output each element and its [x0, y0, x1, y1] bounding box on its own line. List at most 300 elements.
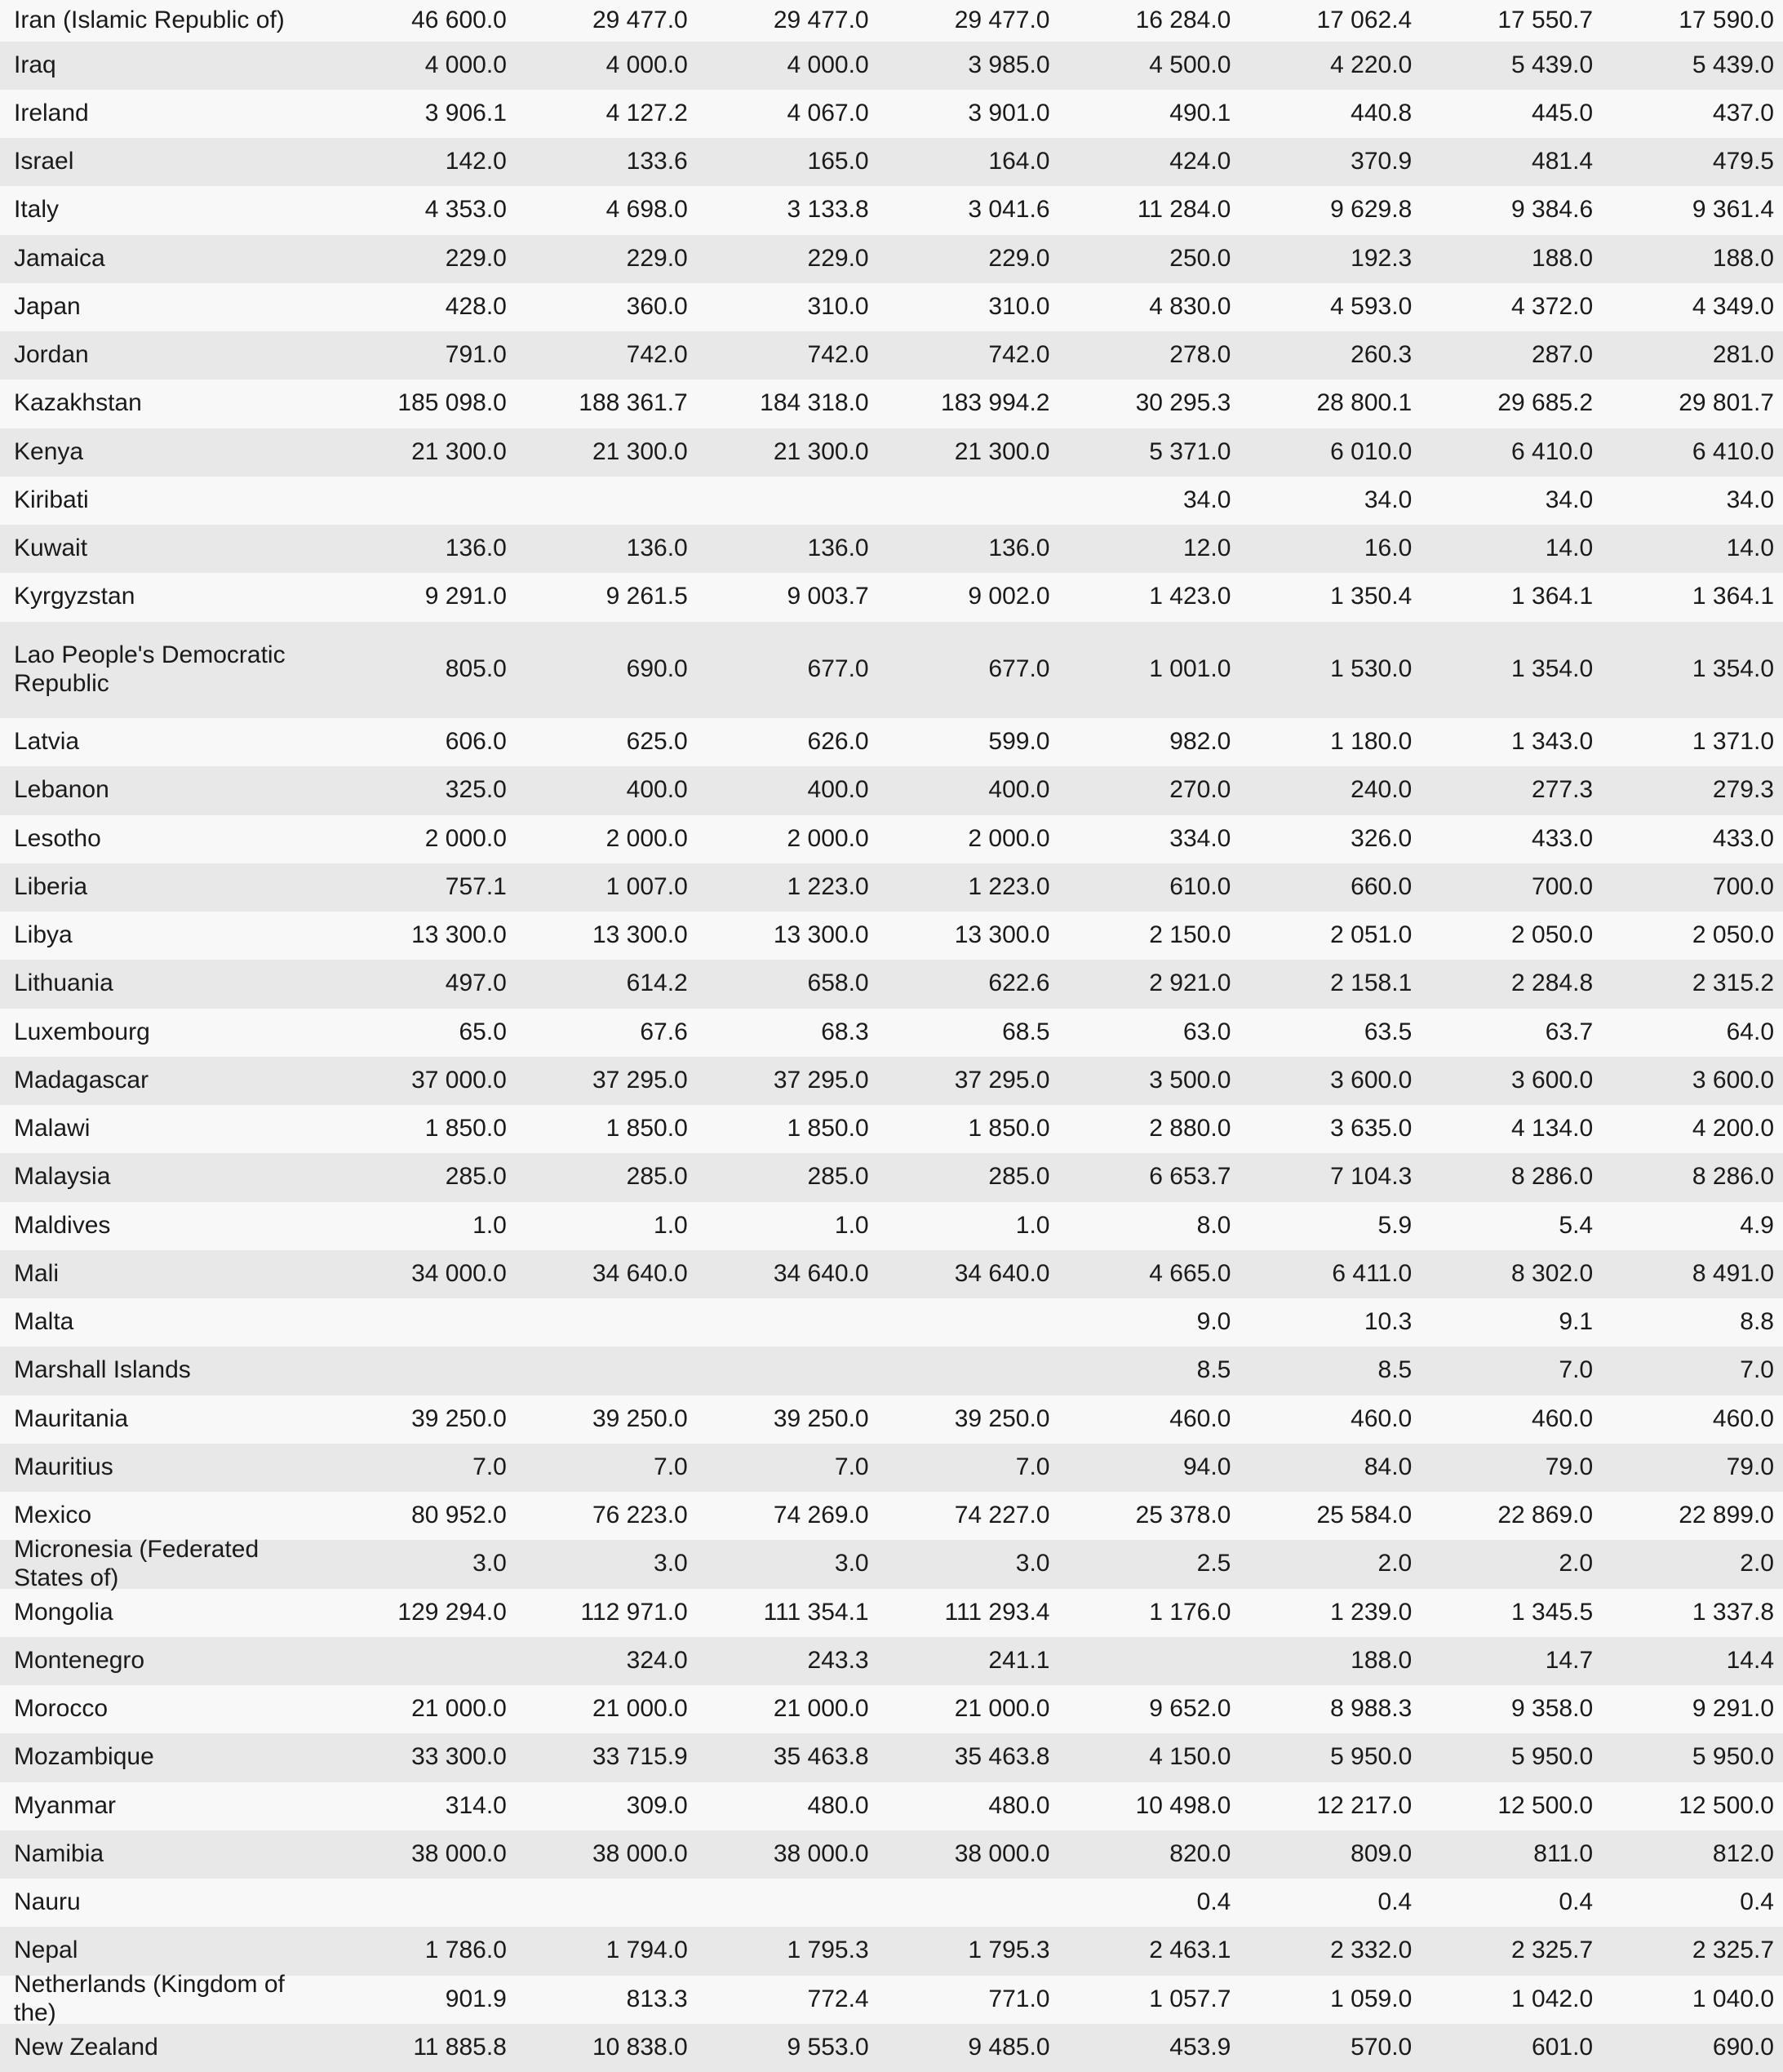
- value-cell: 626.0: [807, 728, 869, 756]
- value-cell: 21 300.0: [954, 437, 1050, 465]
- value-cell: 2 315.2: [1692, 969, 1774, 997]
- value-cell: 164.0: [988, 148, 1050, 175]
- table-row: [0, 379, 1783, 428]
- table-row: [0, 1685, 1783, 1733]
- value-cell: 229.0: [445, 244, 507, 272]
- value-cell: 37 000.0: [411, 1066, 507, 1094]
- value-cell: 3 635.0: [1330, 1115, 1413, 1142]
- value-cell: 25 584.0: [1316, 1502, 1413, 1529]
- value-cell: 281.0: [1712, 341, 1774, 369]
- table-row: [0, 2024, 1783, 2072]
- value-cell: 12 500.0: [1497, 1791, 1594, 1819]
- value-cell: 1 337.8: [1692, 1598, 1774, 1626]
- value-cell: 74 227.0: [954, 1502, 1050, 1529]
- value-cell: 0.4: [1559, 1888, 1594, 1916]
- value-cell: 0.4: [1196, 1888, 1231, 1916]
- value-cell: 622.6: [988, 969, 1050, 997]
- value-cell: 742.0: [988, 341, 1050, 369]
- value-cell: 1 850.0: [787, 1115, 869, 1142]
- value-cell: 3.0: [472, 1550, 507, 1577]
- value-cell: 129 294.0: [397, 1598, 507, 1626]
- table-row: [0, 1536, 1783, 1591]
- value-cell: 38 000.0: [592, 1839, 688, 1867]
- value-cell: 28 800.1: [1316, 389, 1413, 417]
- value-cell: 14.7: [1545, 1646, 1594, 1674]
- value-cell: 188 361.7: [579, 389, 688, 417]
- value-cell: 9 652.0: [1149, 1695, 1231, 1723]
- country-cell: Maldives: [14, 1211, 111, 1239]
- value-cell: 84.0: [1364, 1453, 1413, 1480]
- value-cell: 3 041.6: [968, 196, 1050, 224]
- value-cell: 3 906.1: [424, 99, 507, 126]
- value-cell: 772.4: [807, 1985, 869, 2012]
- country-cell: Malawi: [14, 1115, 91, 1142]
- value-cell: 2.0: [1559, 1550, 1594, 1577]
- value-cell: 2 051.0: [1330, 921, 1413, 949]
- value-cell: 1 850.0: [968, 1115, 1050, 1142]
- table-row: [0, 1250, 1783, 1298]
- country-cell: Ireland: [14, 99, 89, 126]
- value-cell: 39 250.0: [592, 1404, 688, 1432]
- value-cell: 33 715.9: [592, 1743, 688, 1771]
- value-cell: 813.3: [626, 1985, 688, 2012]
- table-row: [0, 1202, 1783, 1250]
- country-cell: Nauru: [14, 1888, 81, 1916]
- value-cell: 5.9: [1377, 1211, 1413, 1239]
- value-cell: 9 291.0: [424, 583, 507, 610]
- value-cell: 437.0: [1712, 99, 1774, 126]
- value-cell: 285.0: [807, 1163, 869, 1191]
- value-cell: 3.0: [1015, 1550, 1050, 1577]
- value-cell: 9 629.8: [1330, 196, 1413, 224]
- value-cell: 2 000.0: [787, 824, 869, 852]
- table-row: [0, 1492, 1783, 1540]
- value-cell: 606.0: [445, 728, 507, 756]
- value-cell: 479.5: [1712, 148, 1774, 175]
- value-cell: 9 261.5: [605, 583, 688, 610]
- value-cell: 2 325.7: [1692, 1937, 1774, 1964]
- value-cell: 481.4: [1532, 148, 1594, 175]
- table-row: [0, 283, 1783, 331]
- value-cell: 742.0: [807, 341, 869, 369]
- table-row: [0, 573, 1783, 621]
- value-cell: 1 794.0: [605, 1937, 688, 1964]
- value-cell: 982.0: [1169, 728, 1231, 756]
- value-cell: 241.1: [988, 1646, 1050, 1674]
- value-cell: 460.0: [1169, 1404, 1231, 1432]
- value-cell: 4 349.0: [1692, 292, 1774, 320]
- value-cell: 34.0: [1182, 486, 1231, 513]
- value-cell: 820.0: [1169, 1839, 1231, 1867]
- table-row: [0, 622, 1783, 719]
- value-cell: 805.0: [445, 655, 507, 683]
- country-cell: Lebanon: [14, 776, 109, 804]
- value-cell: 17 590.0: [1679, 6, 1774, 33]
- value-cell: 13 300.0: [954, 921, 1050, 949]
- value-cell: 334.0: [1169, 824, 1231, 852]
- value-cell: 278.0: [1169, 341, 1231, 369]
- value-cell: 7 104.3: [1330, 1163, 1413, 1191]
- value-cell: 6 411.0: [1332, 1259, 1413, 1287]
- value-cell: 4 200.0: [1692, 1115, 1774, 1142]
- value-cell: 8.5: [1196, 1356, 1231, 1384]
- value-cell: 21 000.0: [954, 1695, 1050, 1723]
- country-cell: Iraq: [14, 51, 56, 78]
- value-cell: 14.0: [1545, 535, 1594, 562]
- value-cell: 2 325.7: [1511, 1937, 1594, 1964]
- value-cell: 310.0: [807, 292, 869, 320]
- value-cell: 34 000.0: [411, 1259, 507, 1287]
- value-cell: 34 640.0: [954, 1259, 1050, 1287]
- table-row: [0, 42, 1783, 90]
- value-cell: 7.0: [654, 1453, 688, 1480]
- value-cell: 4 000.0: [787, 51, 869, 78]
- table-row: [0, 1879, 1783, 1927]
- country-cell: Madagascar: [14, 1066, 149, 1094]
- value-cell: 5.4: [1559, 1211, 1594, 1239]
- value-cell: 285.0: [445, 1163, 507, 1191]
- country-cell: Kazakhstan: [14, 389, 142, 417]
- value-cell: 74 269.0: [773, 1502, 869, 1529]
- value-cell: 1 345.5: [1511, 1598, 1594, 1626]
- value-cell: 1 850.0: [424, 1115, 507, 1142]
- table-row: [0, 863, 1783, 912]
- country-cell: Kiribati: [14, 486, 89, 513]
- value-cell: 4 000.0: [424, 51, 507, 78]
- value-cell: 38 000.0: [954, 1839, 1050, 1867]
- country-cell: Mozambique: [14, 1743, 154, 1771]
- value-cell: 3 600.0: [1511, 1066, 1594, 1094]
- value-cell: 1 354.0: [1511, 655, 1594, 683]
- table-row: [0, 766, 1783, 814]
- value-cell: 136.0: [807, 535, 869, 562]
- value-cell: 1 795.3: [787, 1937, 869, 1964]
- table-row: [0, 1927, 1783, 1975]
- value-cell: 1 007.0: [605, 872, 688, 900]
- value-cell: 38 000.0: [773, 1839, 869, 1867]
- country-cell: Mali: [14, 1259, 60, 1287]
- value-cell: 4 372.0: [1511, 292, 1594, 320]
- value-cell: 185 098.0: [397, 389, 507, 417]
- value-cell: 94.0: [1182, 1453, 1231, 1480]
- value-cell: 1 795.3: [968, 1937, 1050, 1964]
- value-cell: 4.9: [1740, 1211, 1774, 1239]
- value-cell: 9 485.0: [968, 2033, 1050, 2061]
- value-cell: 16 284.0: [1135, 6, 1231, 33]
- value-cell: 6 410.0: [1511, 437, 1594, 465]
- value-cell: 37 295.0: [592, 1066, 688, 1094]
- value-cell: 4 220.0: [1330, 51, 1413, 78]
- value-cell: 3 500.0: [1149, 1066, 1231, 1094]
- value-cell: 8 286.0: [1511, 1163, 1594, 1191]
- value-cell: 2 880.0: [1149, 1115, 1231, 1142]
- value-cell: 9.1: [1559, 1308, 1594, 1336]
- country-cell: Mexico: [14, 1502, 92, 1529]
- value-cell: 33 300.0: [411, 1743, 507, 1771]
- value-cell: 285.0: [626, 1163, 688, 1191]
- value-cell: 5 439.0: [1511, 51, 1594, 78]
- value-cell: 1 850.0: [605, 1115, 688, 1142]
- value-cell: 21 300.0: [411, 437, 507, 465]
- value-cell: 812.0: [1712, 1839, 1774, 1867]
- value-cell: 38 000.0: [411, 1839, 507, 1867]
- value-cell: 21 000.0: [411, 1695, 507, 1723]
- value-cell: 12 500.0: [1679, 1791, 1774, 1819]
- value-cell: 433.0: [1712, 824, 1774, 852]
- value-cell: 9 002.0: [968, 583, 1050, 610]
- value-cell: 3 985.0: [968, 51, 1050, 78]
- table-row: [0, 1782, 1783, 1830]
- value-cell: 16.0: [1364, 535, 1413, 562]
- value-cell: 700.0: [1532, 872, 1594, 900]
- country-cell: Malta: [14, 1308, 74, 1336]
- value-cell: 260.3: [1351, 341, 1413, 369]
- value-cell: 35 463.8: [773, 1743, 869, 1771]
- table-row: [0, 0, 1783, 42]
- value-cell: 400.0: [626, 776, 688, 804]
- value-cell: 229.0: [988, 244, 1050, 272]
- value-cell: 13 300.0: [592, 921, 688, 949]
- value-cell: 2 284.8: [1511, 969, 1594, 997]
- country-cell: Lesotho: [14, 824, 101, 852]
- value-cell: 6 410.0: [1692, 437, 1774, 465]
- value-cell: 1.0: [654, 1211, 688, 1239]
- value-cell: 79.0: [1545, 1453, 1594, 1480]
- value-cell: 4 127.2: [605, 99, 688, 126]
- country-cell: Japan: [14, 292, 81, 320]
- country-cell: Israel: [14, 148, 74, 175]
- value-cell: 79.0: [1726, 1453, 1774, 1480]
- value-cell: 2 158.1: [1330, 969, 1413, 997]
- value-cell: 3 600.0: [1692, 1066, 1774, 1094]
- value-cell: 29 477.0: [954, 6, 1050, 33]
- value-cell: 614.2: [626, 969, 688, 997]
- value-cell: 2.0: [1377, 1550, 1413, 1577]
- value-cell: 4 698.0: [605, 196, 688, 224]
- value-cell: 188.0: [1351, 1646, 1413, 1674]
- value-cell: 4 134.0: [1511, 1115, 1594, 1142]
- country-cell: Italy: [14, 196, 60, 224]
- value-cell: 1 239.0: [1330, 1598, 1413, 1626]
- value-cell: 2 050.0: [1511, 921, 1594, 949]
- value-cell: 440.8: [1351, 99, 1413, 126]
- value-cell: 142.0: [445, 148, 507, 175]
- table-row: [0, 138, 1783, 186]
- value-cell: 240.0: [1351, 776, 1413, 804]
- table-row: [0, 1347, 1783, 1395]
- value-cell: 610.0: [1169, 872, 1231, 900]
- value-cell: 700.0: [1712, 872, 1774, 900]
- value-cell: 324.0: [626, 1646, 688, 1674]
- value-cell: 3.0: [654, 1550, 688, 1577]
- value-cell: 433.0: [1532, 824, 1594, 852]
- value-cell: 3 901.0: [968, 99, 1050, 126]
- value-cell: 400.0: [988, 776, 1050, 804]
- value-cell: 677.0: [807, 655, 869, 683]
- table-row: [0, 1057, 1783, 1105]
- value-cell: 279.3: [1712, 776, 1774, 804]
- value-cell: 2.0: [1740, 1550, 1774, 1577]
- country-cell: Montenegro: [14, 1646, 145, 1674]
- value-cell: 22 869.0: [1497, 1502, 1594, 1529]
- value-cell: 68.3: [821, 1018, 869, 1045]
- value-cell: 136.0: [445, 535, 507, 562]
- value-cell: 30 295.3: [1135, 389, 1231, 417]
- value-cell: 791.0: [445, 341, 507, 369]
- table-row: [0, 718, 1783, 766]
- country-cell: Lao People's Democratic Republic: [14, 641, 286, 697]
- value-cell: 39 250.0: [411, 1404, 507, 1432]
- country-cell: Micronesia (Federated States of): [14, 1536, 259, 1591]
- table-row: [0, 1444, 1783, 1492]
- value-cell: 1 223.0: [787, 872, 869, 900]
- value-cell: 63.5: [1364, 1018, 1413, 1045]
- value-cell: 65.0: [459, 1018, 507, 1045]
- value-cell: 428.0: [445, 292, 507, 320]
- country-cell: Malaysia: [14, 1163, 111, 1191]
- value-cell: 250.0: [1169, 244, 1231, 272]
- value-cell: 6 010.0: [1330, 437, 1413, 465]
- table-row: [0, 1637, 1783, 1685]
- value-cell: 2 000.0: [605, 824, 688, 852]
- value-cell: 111 354.1: [763, 1598, 869, 1626]
- value-cell: 34 640.0: [592, 1259, 688, 1287]
- value-cell: 111 293.4: [944, 1598, 1050, 1626]
- value-cell: 9.0: [1196, 1308, 1231, 1336]
- value-cell: 4 067.0: [787, 99, 869, 126]
- value-cell: 2 332.0: [1330, 1937, 1413, 1964]
- value-cell: 480.0: [988, 1791, 1050, 1819]
- value-cell: 445.0: [1532, 99, 1594, 126]
- value-cell: 13 300.0: [773, 921, 869, 949]
- table-row: [0, 912, 1783, 960]
- value-cell: 17 062.4: [1316, 6, 1413, 33]
- country-cell: New Zealand: [14, 2033, 158, 2061]
- value-cell: 310.0: [988, 292, 1050, 320]
- value-cell: 901.9: [445, 1985, 507, 2012]
- value-cell: 370.9: [1351, 148, 1413, 175]
- value-cell: 37 295.0: [954, 1066, 1050, 1094]
- value-cell: 243.3: [807, 1646, 869, 1674]
- value-cell: 6 653.7: [1149, 1163, 1231, 1191]
- value-cell: 8 988.3: [1330, 1695, 1413, 1723]
- value-cell: 8 491.0: [1692, 1259, 1774, 1287]
- value-cell: 5 950.0: [1511, 1743, 1594, 1771]
- table-row: [0, 1395, 1783, 1444]
- value-cell: 4 500.0: [1149, 51, 1231, 78]
- value-cell: 8.5: [1377, 1356, 1413, 1384]
- value-cell: 13 300.0: [411, 921, 507, 949]
- value-cell: 4 353.0: [424, 196, 507, 224]
- value-cell: 183 994.2: [941, 389, 1050, 417]
- value-cell: 5 439.0: [1692, 51, 1774, 78]
- country-cell: Latvia: [14, 728, 80, 756]
- table-row: [0, 815, 1783, 863]
- value-cell: 7.0: [472, 1453, 507, 1480]
- country-cell: Iran (Islamic Republic of): [14, 6, 285, 33]
- value-cell: 497.0: [445, 969, 507, 997]
- value-cell: 677.0: [988, 655, 1050, 683]
- value-cell: 809.0: [1351, 1839, 1413, 1867]
- value-cell: 1 042.0: [1511, 1985, 1594, 2012]
- country-cell: Nepal: [14, 1937, 78, 1964]
- country-cell: Marshall Islands: [14, 1356, 191, 1384]
- value-cell: 309.0: [626, 1791, 688, 1819]
- value-cell: 165.0: [807, 148, 869, 175]
- value-cell: 1 040.0: [1692, 1985, 1774, 2012]
- value-cell: 63.0: [1182, 1018, 1231, 1045]
- value-cell: 9 291.0: [1692, 1695, 1774, 1723]
- value-cell: 12 217.0: [1316, 1791, 1413, 1819]
- table-row: [0, 525, 1783, 573]
- value-cell: 314.0: [445, 1791, 507, 1819]
- value-cell: 1 343.0: [1511, 728, 1594, 756]
- value-cell: 21 000.0: [773, 1695, 869, 1723]
- value-cell: 2 000.0: [424, 824, 507, 852]
- value-cell: 133.6: [626, 148, 688, 175]
- value-cell: 188.0: [1532, 244, 1594, 272]
- value-cell: 9 384.6: [1511, 196, 1594, 224]
- value-cell: 34.0: [1545, 486, 1594, 513]
- table-row: [0, 1009, 1783, 1057]
- value-cell: 490.1: [1169, 99, 1231, 126]
- value-cell: 11 284.0: [1137, 196, 1231, 224]
- value-cell: 270.0: [1169, 776, 1231, 804]
- value-cell: 742.0: [626, 341, 688, 369]
- value-cell: 811.0: [1533, 1839, 1594, 1867]
- value-cell: 601.0: [1532, 2033, 1594, 2061]
- value-cell: 599.0: [988, 728, 1050, 756]
- country-cell: Jamaica: [14, 244, 105, 272]
- value-cell: 29 477.0: [773, 6, 869, 33]
- value-cell: 9 358.0: [1511, 1695, 1594, 1723]
- country-cell: Mauritania: [14, 1404, 129, 1432]
- value-cell: 188.0: [1712, 244, 1774, 272]
- table-row: [0, 1971, 1783, 2027]
- value-cell: 771.0: [988, 1985, 1050, 2012]
- value-cell: 360.0: [626, 292, 688, 320]
- table-row: [0, 90, 1783, 138]
- value-cell: 2 921.0: [1149, 969, 1231, 997]
- value-cell: 7.0: [1015, 1453, 1050, 1480]
- value-cell: 4 150.0: [1149, 1743, 1231, 1771]
- value-cell: 660.0: [1351, 872, 1413, 900]
- value-cell: 1.0: [834, 1211, 869, 1239]
- value-cell: 424.0: [1169, 148, 1231, 175]
- value-cell: 3 133.8: [787, 196, 869, 224]
- value-cell: 14.4: [1726, 1646, 1774, 1674]
- value-cell: 67.6: [640, 1018, 688, 1045]
- value-cell: 63.7: [1545, 1018, 1594, 1045]
- value-cell: 29 801.7: [1679, 389, 1774, 417]
- value-cell: 21 000.0: [592, 1695, 688, 1723]
- country-cell: Lithuania: [14, 969, 113, 997]
- country-cell: Namibia: [14, 1839, 104, 1867]
- value-cell: 29 685.2: [1497, 389, 1594, 417]
- value-cell: 46 600.0: [411, 6, 507, 33]
- table-row: [0, 186, 1783, 234]
- value-cell: 1 001.0: [1149, 655, 1231, 683]
- value-cell: 4 665.0: [1149, 1259, 1231, 1287]
- country-cell: Jordan: [14, 341, 89, 369]
- value-cell: 112 971.0: [580, 1598, 688, 1626]
- country-cell: Kenya: [14, 437, 84, 465]
- value-cell: 2 463.1: [1149, 1937, 1231, 1964]
- country-cell: Luxembourg: [14, 1018, 150, 1045]
- value-cell: 1 057.7: [1149, 1985, 1231, 2012]
- value-cell: 4 000.0: [605, 51, 688, 78]
- value-cell: 34.0: [1364, 486, 1413, 513]
